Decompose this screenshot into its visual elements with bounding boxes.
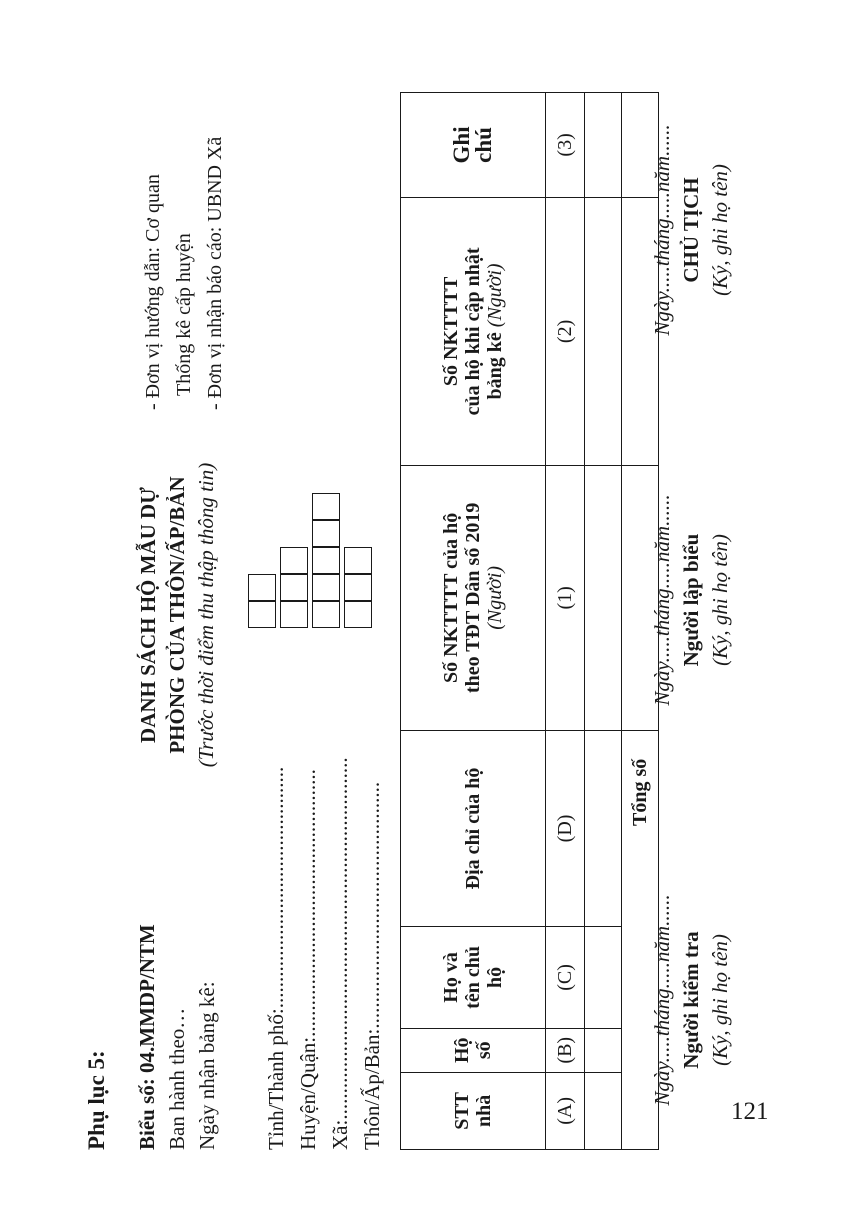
total-label: Tổng số [622, 730, 659, 1149]
code-box [280, 547, 308, 574]
province-field: Tỉnh/Thành phố:.............................................. [264, 766, 288, 1150]
code-box [280, 601, 308, 628]
guide-unit-cont: Thống kê cấp huyện [173, 233, 195, 396]
issued-by: Ban hành theo… [165, 1007, 189, 1150]
code-box [248, 601, 276, 628]
code-box [344, 601, 372, 628]
form-code: Biểu số: 04.MMDP/NTM [135, 924, 159, 1150]
code-box [344, 574, 372, 601]
commune-label: Xã: [328, 1119, 352, 1150]
code-box [312, 601, 340, 628]
signature-preparer: Ngày.....tháng.....năm...... Người lập biểu (Ký, ghi họ tên) [650, 494, 732, 706]
code-box [312, 520, 340, 547]
appendix-label: Phụ lục 5: [84, 1050, 109, 1150]
header-stt: STT nhà [401, 1072, 546, 1149]
index-cell: (A) [546, 1072, 585, 1149]
guide-unit: - Đơn vị hướng dẫn: Cơ quan [142, 174, 164, 410]
location-fields [260, 757, 388, 1150]
household-table [400, 92, 659, 1150]
form-title-line1: DANH SÁCH HỘ MẪU DỰ [136, 487, 160, 743]
code-box [312, 493, 340, 520]
commune-field: Xã:..................................................................... [328, 757, 352, 1150]
receiver-unit: - Đơn vị nhận báo cáo: UBND Xã [204, 136, 226, 410]
index-cell: (C) [546, 927, 585, 1029]
page-number: 121 [731, 1098, 769, 1125]
signature-inspector: Ngày.....tháng.....năm...... Người kiểm tra (Ký, ghi họ tên) [650, 894, 732, 1106]
district-field: Huyện/Quận:................................................... [296, 769, 320, 1150]
index-cell: (1) [546, 465, 585, 730]
signature-chairman: Ngày.....tháng.....năm...... CHỦ TỊCH (Ký, ghi họ tên) [650, 124, 732, 336]
code-box [312, 547, 340, 574]
district-label: Huyện/Quận: [296, 1036, 320, 1150]
form-title-block [134, 425, 221, 805]
code-box [312, 574, 340, 601]
province-label: Tỉnh/Thành phố: [264, 1008, 288, 1150]
village-field: Thôn/Ấp/Bản:............................................... [360, 781, 384, 1150]
received-date: Ngày nhận bảng kê: [195, 981, 219, 1150]
index-cell: (2) [546, 197, 585, 465]
header-household-head: Họ và tên chủ hộ [401, 927, 546, 1029]
table-header-row [401, 93, 546, 1150]
header-household-no: Hộ số [401, 1028, 546, 1072]
village-label: Thôn/Ấp/Bản: [360, 1028, 384, 1150]
header-address: Địa chỉ của hộ [401, 730, 546, 926]
code-box [280, 574, 308, 601]
index-cell: (B) [546, 1028, 585, 1072]
form-title-line2: PHÒNG CỦA THÔN/ẤP/BẢN [165, 476, 189, 754]
code-box [344, 547, 372, 574]
index-cell: (3) [546, 93, 585, 198]
table-row [585, 93, 622, 1150]
code-box [248, 574, 276, 601]
header-count-updated: Số NKTTTT của hộ khi cập nhật bảng kê (Người) [401, 197, 546, 465]
table-index-row [546, 93, 585, 1150]
units-block [138, 137, 231, 410]
header-count-2019: Số NKTTTT của hộ theo TĐT Dân số 2019 (Người) [401, 465, 546, 730]
header-note: Ghi chú [401, 93, 546, 198]
form-subtitle: (Trước thời điểm thu thập thông tin) [194, 462, 218, 768]
rotated-form-sheet [60, 20, 820, 1150]
form-info-block [132, 924, 222, 1150]
index-cell: (D) [546, 730, 585, 926]
